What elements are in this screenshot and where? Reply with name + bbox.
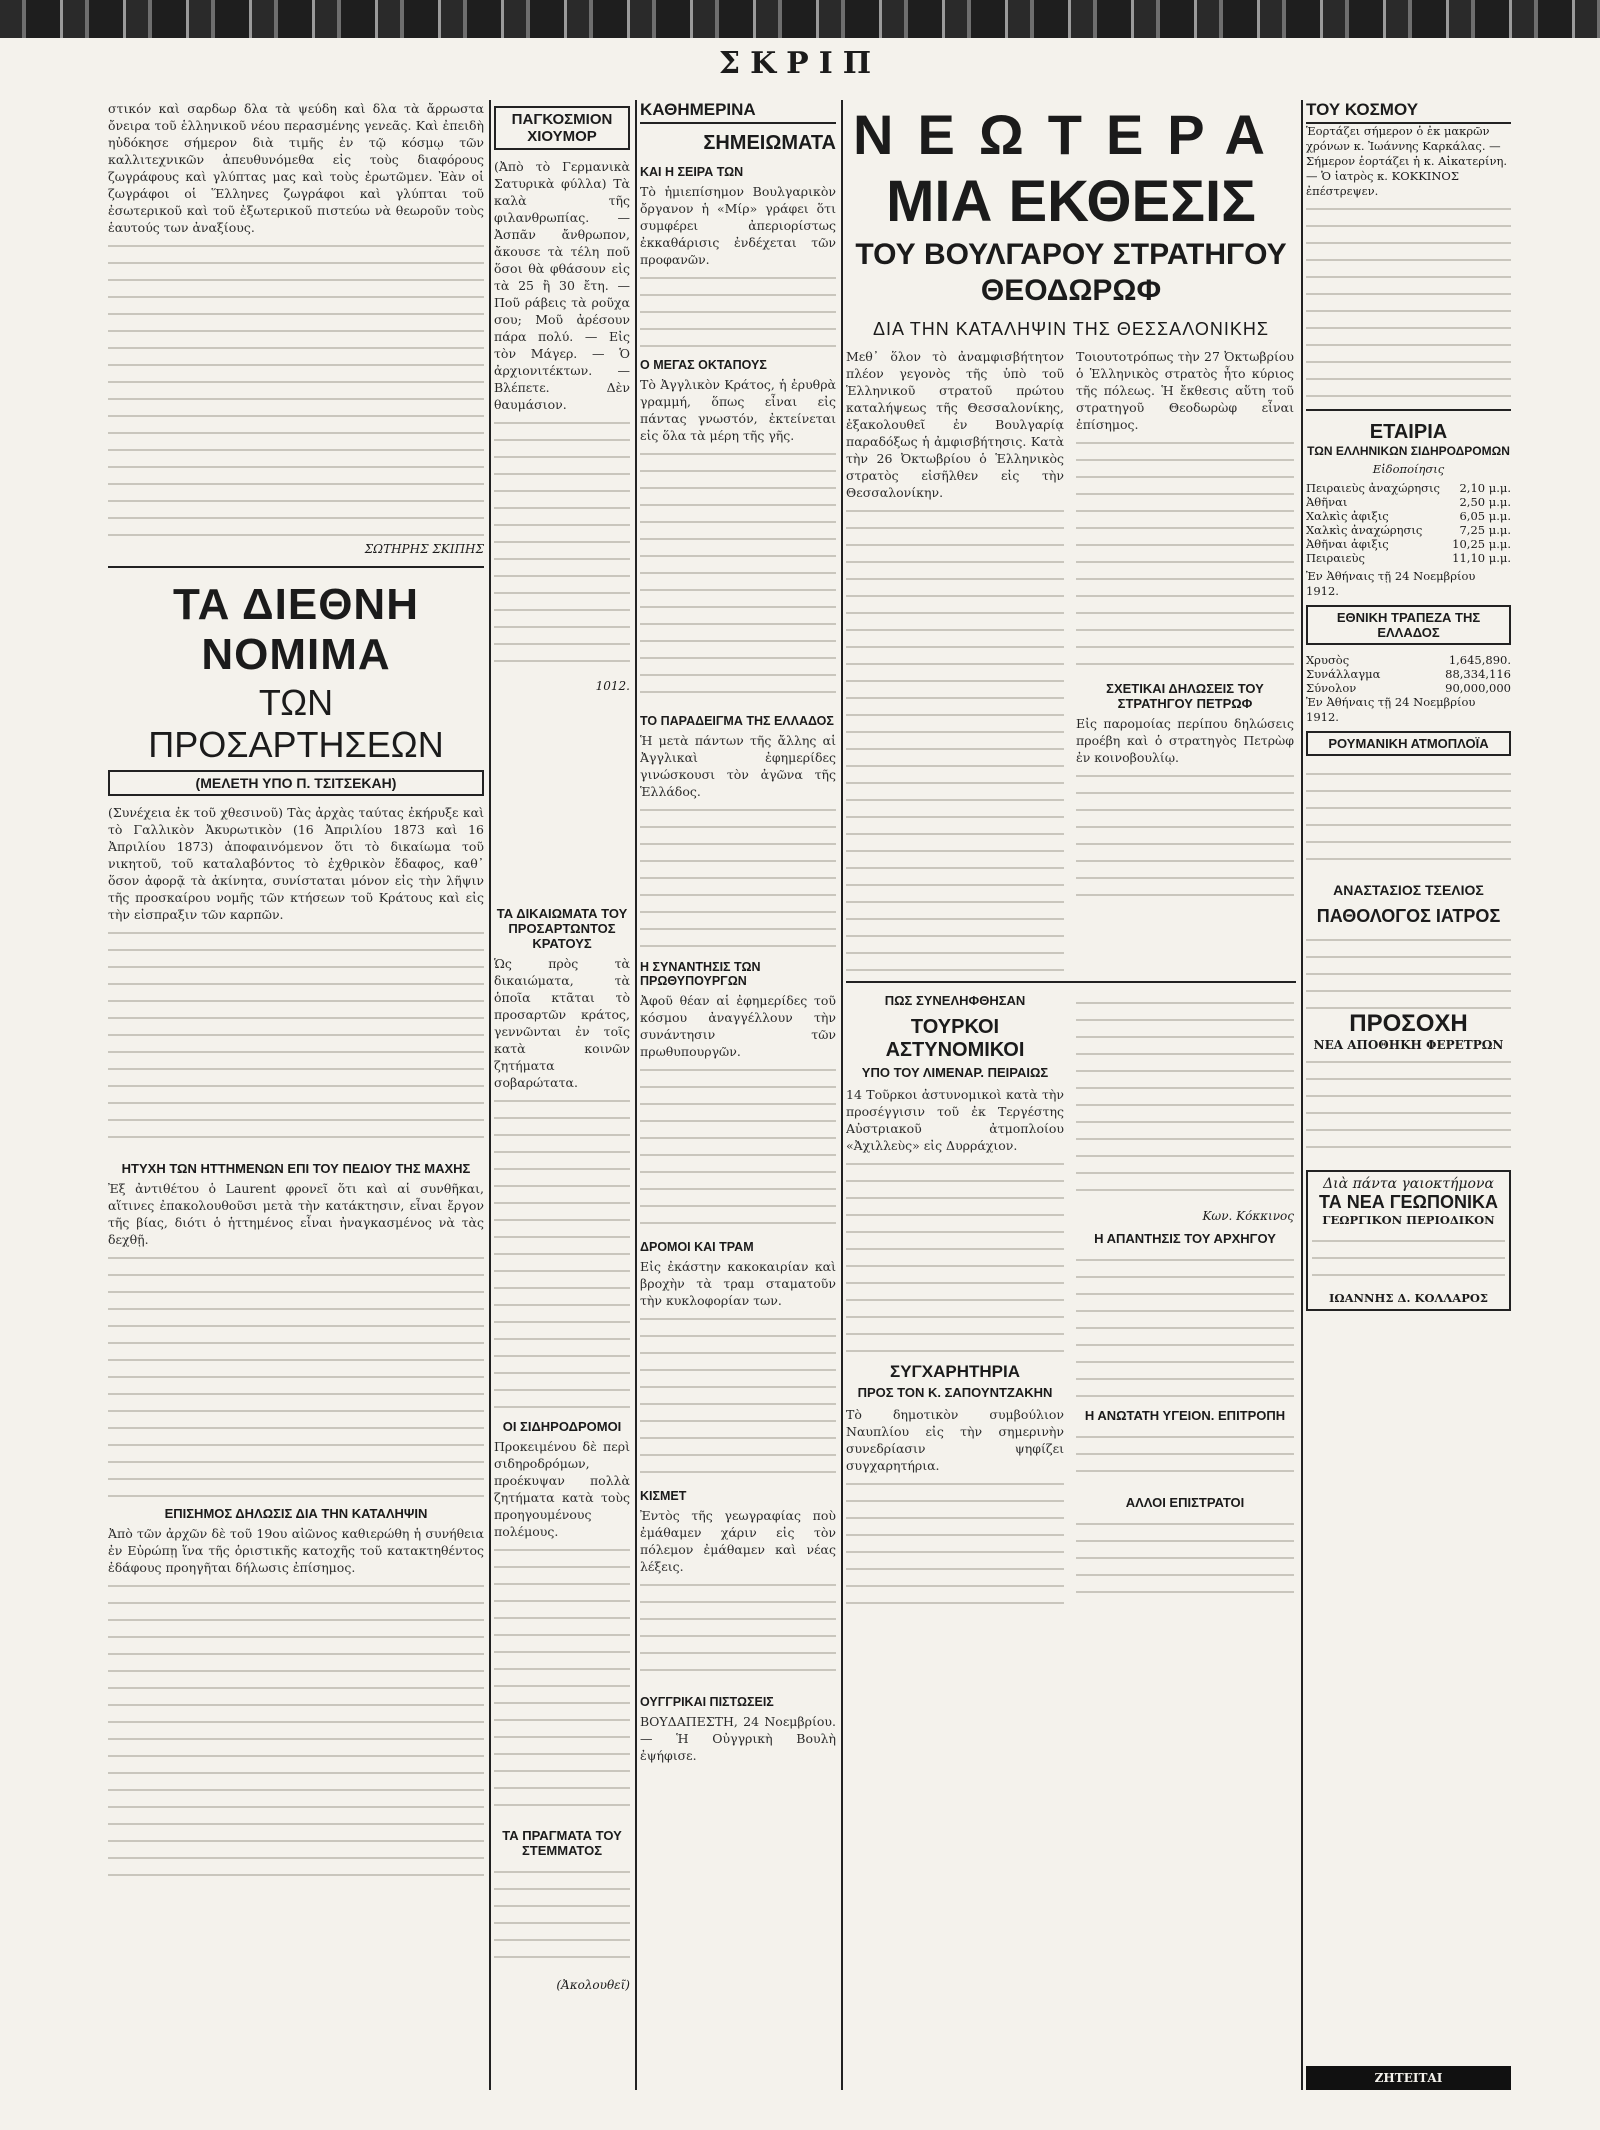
geoponika-pre: Διὰ πάντα γαιοκτήμονα [1323, 1176, 1494, 1192]
bank-row: Χρυσὸς 1,645,890. [1306, 653, 1511, 667]
rail-body: Προκειμένου δὲ περὶ σιδηροδρόμων, προέκυψαν πολλὰ ζητήματα κατὰ τοὺς προηγουμένους πολέμους. [494, 1439, 630, 1539]
column-rule [841, 100, 843, 2090]
note-heading: ΤΟ ΠΑΡΑΔΕΙΓΜΑ ΤΗΣ ΕΛΛΑΔΟΣ [640, 714, 834, 728]
reply-heading: Η ΑΠΑΝΤΗΣΙΣ ΤΟΥ ΑΡΧΗΓΟΥ [1094, 1231, 1276, 1246]
doctor-title: ΠΑΘΟΛΟΓΟΣ ΙΑΤΡΟΣ [1316, 906, 1501, 926]
humor-body: (Ἀπὸ τὸ Γερμανικὰ Σατυρικὰ φύλλα) Τὰ καλὰ τῆς φιλανθρωπίας. — Ἀσπᾶν ἄνθρωπον, ἄκουσε τὰ τέλη ποῦ ὅσοι θὰ φθάσουν εἰς τὰ 25 ἢ 30 ἔτη. — Ποῦ ράβεις τὰ ροῦχα σου; Μοῦ ἀρέσουν πάρα πολύ. — Εἰς τὸν Μάγερ. — Ὁ ἀρχιονιτέκτων. — Βλέπετε. Δὲν θαυμάσιον. [494, 159, 630, 412]
congrats-filler [846, 1474, 1064, 1614]
bank-row: Συνάλλαγμα 88,334,116 [1306, 667, 1511, 681]
notice-label: Εἰδοποίησις [1372, 462, 1445, 476]
petrof-body: Εἰς παρομοίας περίπου δηλώσεις προέβη καὶ ὁ στρατηγὸς Πετρὼφ ἐν κοινοβουλίῳ. [1076, 716, 1294, 765]
timetable-row: Πειραιεὺς 11,10 μ.μ. [1306, 551, 1511, 565]
ekthesis-subheadline: ΤΟΥ ΒΟΥΛΓΑΡΟΥ ΣΤΡΑΤΗΓΟΥ ΘΕΟΔΩΡΩΦ [855, 238, 1287, 307]
geoponika-title: ΤΑ ΝΕΑ ΓΕΩΠΟΝΙΚΑ [1319, 1192, 1498, 1212]
ekthesis-topic: ΔΙΑ ΤΗΝ ΚΑΤΑΛΗΨΙΝ ΤΗΣ ΘΕΣΣΑΛΟΝΙΚΗΣ [873, 319, 1269, 339]
note-heading: ΟΥΓΓΡΙΚΑΙ ΠΙΣΤΩΣΕΙΣ [640, 1695, 774, 1709]
rail-filler [494, 1540, 630, 1820]
doctor-filler [1306, 930, 1511, 1010]
ekthesis-filler [846, 501, 1064, 971]
top-scan-band [0, 0, 1600, 38]
ekthesis-body-right: Τοιουτοτρόπως τὴν 27 Ὀκτωβρίου ὁ Ἑλληνικὸς στρατὸς ἦτο κύριος τῆς πόλεως. Ἡ ἔκθεσις αὕτη τοῦ στρατηγοῦ Θεοδωρὼφ εἶναι ἐπίσημος. [1076, 349, 1294, 432]
timetable-row: Πειραιεὺς ἀναχώρησις 2,10 μ.μ. [1306, 481, 1511, 495]
petrof-filler [1076, 766, 1294, 906]
geoponika-ad [1306, 1170, 1511, 1311]
bank-row: Σύνολον 90,000,000 [1306, 681, 1511, 695]
section-head: ΕΠΙΣΗΜΟΣ ΔΗΛΩΣΙΣ ΔΙΑ ΤΗΝ ΚΑΤΑΛΗΨΙΝ [164, 1506, 428, 1521]
continued-note: (Ἀκολουθεῖ) [556, 1978, 630, 1992]
note-heading: ΚΙΣΜΕΤ [640, 1489, 687, 1503]
section-body: Ἀπὸ τῶν ἀρχῶν δὲ τοῦ 19ου αἰῶνος καθιερώθη ἡ συνήθεια ἐν Εὐρώπῃ ἵνα τῆς ὁριστικῆς κατοχῆς τοῦ κατακτηθέντος ἐδάφους προηγῆται δήλωσις ἐπίσημος. [108, 1526, 484, 1575]
note-filler [640, 1060, 836, 1230]
congrats-headline: ΣΥΓΧΑΡΗΤΗΡΙΑ [890, 1362, 1020, 1381]
column-rule [1301, 100, 1303, 2090]
note-heading: ΔΡΟΜΟΙ ΚΑΙ ΤΡΑΜ [640, 1240, 754, 1254]
arrest-sub: ΥΠΟ ΤΟΥ ΛΙΜΕΝΑΡ. ΠΕΙΡΑΙΩΣ [861, 1065, 1049, 1080]
health-heading: Η ΑΝΩΤΑΤΗ ΥΓΕΙΟΝ. ΕΠΙΤΡΟΠΗ [1084, 1408, 1286, 1423]
bank-table [1306, 653, 1511, 695]
society-body: Ἑορτάζει σήμερον ὁ ἐκ μακρῶν χρόνων κ. Ἰωάννης Καρκάλας. — Σήμερον ἑορτάζει ἡ κ. Αἰκατερίνη. — Ὁ ἰατρὸς κ. ΚΟΚΚΙΝΟΣ ἐπέστρεψεν. [1306, 124, 1508, 198]
attention-sub: ΝΕΑ ΑΠΟΘΗΚΗ ΦΕΡΕΤΡΩΝ [1313, 1038, 1504, 1052]
note-body: Ἐντὸς τῆς γεωγραφίας ποὺ ἐμάθαμεν χάριν εἰς τὸν πόλεμον ἐμάθαμεν καὶ νέας λέξεις. [640, 1508, 836, 1574]
recruits-filler [1076, 1514, 1294, 1604]
note-body: Εἰς ἐκάστην κακοκαιρίαν καὶ βροχὴν τὰ τραμ σταματοῦν τὴν κυκλοφορίαν των. [640, 1259, 836, 1308]
column-rule [489, 100, 491, 2090]
kosmou-heading: ΤΟΥ ΚΟΣΜΟΥ [1306, 100, 1511, 124]
note-body: ΒΟΥΔΑΠΕΣΤΗ, 24 Νοεμβρίου. — Ἡ Οὐγγρικὴ Βουλὴ ἐψήφισε. [640, 1714, 836, 1763]
arrest-filler [846, 1154, 1064, 1354]
headline-nomima: ΤΑ ΔΙΕΘΝΗ ΝΟΜΙΜΑ [173, 580, 419, 679]
column-1 [108, 100, 484, 2090]
attention-heading: ΠΡΟΣΟΧΗ [1349, 1010, 1468, 1037]
petrof-heading: ΣΧΕΤΙΚΑΙ ΔΗΛΩΣΕΙΣ ΤΟΥ ΣΤΡΑΤΗΓΟΥ ΠΕΤΡΩΦ [1106, 681, 1264, 711]
note-body: Τὸ Ἀγγλικὸν Κράτος, ἡ ἐρυθρὰ γραμμή, ὅπως εἶναι εἰς πάντας γνωστόν, ἐκτείνεται εἰς ὅλα τὰ μέρη τῆς γῆς. [640, 377, 836, 443]
congrats-sub: ΠΡΟΣ ΤΟΝ Κ. ΣΑΠΟΥΝΤΖΑΚΗΝ [857, 1385, 1053, 1400]
section-head: ΗΤΥΧΗ ΤΩΝ ΗΤΤΗΜΕΝΩΝ ΕΠΙ ΤΟΥ ΠΕΔΙΟΥ ΤΗΣ ΜΑΧΗΣ [121, 1161, 471, 1176]
arrest-kicker: ΠΩΣ ΣΥΝΕΛΗΦΘΗΣΑΝ [884, 993, 1026, 1008]
headline-prosartiseon: ΤΩΝ ΠΡΟΣΑΡΤΗΣΕΩΝ [148, 682, 444, 765]
arrest-headline: ΤΟΥΡΚΟΙ ΑΣΤΥΝΟΜΙΚΟΙ [885, 1016, 1025, 1061]
intro-text: στικόν καὶ σαρδωρ δλα τὰ ψεύδη καὶ δλα τὰ ἄρρωστα ὄνειρα τοῦ ἑλληνικοῦ νέου περασμένης γενεᾶς. Καὶ ἐπειδὴ ηὐδόκησε σήμερον διὰ τιμῆς ἐν τῷ κόσμῳ τῶν καλλιτεχνικῶν ἀπευθυνόμεθα εἰς τοὺς διαφόρους ζωγράφους καὶ γλύπτας μας καὶ τοὺς ἐρωτῶμεν. Ἐὰν οἱ ζωγράφοι οἱ Ἕλληνες ζωγράφοι καὶ γλύπται τοῦ ἐσωτερικοῦ καὶ τοῦ ἐξωτερικοῦ πιστεύω νὰ θεωροῦν τοὺς ἑαυτούς των ἀναξίους. [108, 101, 484, 235]
congrats-body: Τὸ δημοτικὸν συμβούλιον Ναυπλίου εἰς τὴν σημερινὴν συνεδρίασιν ψηφίζει συγχαρητήρια. [846, 1407, 1064, 1473]
reply-filler [1076, 1250, 1294, 1400]
note-heading: Η ΣΥΝΑΝΤΗΣΙΣ ΤΩΝ ΠΡΩΘΥΠΟΥΡΓΩΝ [640, 960, 761, 988]
timetable-row: Ἀθῆναι 2,50 μ.μ. [1306, 495, 1511, 509]
author-signature: ΣΩΤΗΡΗΣ ΣΚΙΠΗΣ [364, 542, 484, 556]
humor-foot: 1012. [595, 679, 630, 693]
timetable [1306, 481, 1511, 565]
section-filler [108, 1248, 484, 1498]
nomima-filler [108, 923, 484, 1153]
section-filler [108, 1576, 484, 1876]
simeiomata-heading: ΣΗΜΕΙΩΜΑΤΑ [703, 132, 836, 154]
timetable-row: Χαλκὶς ἀναχώρησις 7,25 μ.μ. [1306, 523, 1511, 537]
note-body: Ἀφοῦ θέαν αἱ ἐφημερίδες τοῦ κόσμου ἀναγγέλλουν τὴν συνάντησιν τῶν πρωθυπουργῶν. [640, 993, 836, 1059]
geoponika-director: ΙΩΑΝΝΗΣ Δ. ΚΟΛΛΑΡΟΣ [1328, 1291, 1489, 1305]
date-line: Ἐν Ἀθήναις τῇ 24 Νοεμβρίου 1912. [1306, 569, 1476, 598]
column-rule [635, 100, 637, 2090]
masthead: ΣΚΡΙΠ [718, 46, 882, 81]
geoponika-sub: ΓΕΩΡΓΙΚΟΝ ΠΕΡΙΟΔΙΚΟΝ [1322, 1213, 1495, 1227]
column-4 [846, 100, 1296, 2090]
intro-text-filler [108, 236, 484, 536]
note-filler [640, 444, 836, 704]
company-heading: ΕΤΑΙΡΙΑ [1369, 421, 1448, 443]
timetable-row: Ἀθῆναι ἀφιξις 10,25 μ.μ. [1306, 537, 1511, 551]
note-body: Τὸ ἡμιεπίσημον Βουλγαρικὸν ὄργανον ἡ «Μίρ» γράφει ὅτι συμφέρει ἀπεριορίστως ἐκκαθάρισις ἐνδέχεται τῶν προφανῶν. [640, 184, 836, 267]
note-filler [640, 1575, 836, 1685]
continued-filler [1076, 993, 1294, 1203]
rights-heading: ΤΑ ΔΙΚΑΙΩΜΑΤΑ ΤΟΥ ΠΡΟΣΑΡΤΩΝΤΟΣ ΚΡΑΤΟΥΣ [496, 906, 628, 951]
column-5 [1306, 100, 1511, 2090]
recruits-heading: ΑΛΛΟΙ ΕΠΙΣΤΡΑΤΟΙ [1125, 1495, 1245, 1510]
ekthesis-body: Μεθ᾽ ὅλον τὸ ἀναμφισβήτητον πλέον γεγονὸς τῆς ὑπὸ τοῦ Ἑλληνικοῦ στρατοῦ πρώτου καταλήψεως τῆς Θεσσαλονίκης, ἐξακολουθεῖ ἐν Βουλγαρίᾳ παραδόξως ἡ ἀμφισβήτησις. Κατὰ τὴν 26 Ὀκτωβρίου ὁ Ἑλληνικὸς στρατὸς εἰσῆλθεν εἰς τὴν Θεσσαλονίκην. [846, 349, 1064, 500]
bank-heading: ΕΘΝΙΚΗ ΤΡΑΠΕΖΑ ΤΗΣ ΕΛΛΑΔΟΣ [1306, 605, 1511, 645]
rail-heading: ΟΙ ΣΙΔΗΡΟΔΡΟΜΟΙ [502, 1419, 622, 1434]
struct-filler [494, 1862, 630, 1972]
ekthesis-headline: ΜΙΑ ΕΚΘΕΣΙΣ [886, 169, 1256, 234]
rights-filler [494, 1091, 630, 1411]
humor-filler [494, 413, 630, 673]
column-2 [494, 100, 630, 2090]
timetable-row: Χαλκὶς ἀφιξις 6,05 μ.μ. [1306, 509, 1511, 523]
note-heading: Ο ΜΕΓΑΣ ΟΚΤΑΠΟΥΣ [640, 358, 767, 372]
romanian-shipping-heading: ΡΟΥΜΑΝΙΚΗ ΑΤΜΟΠΛΟΪΑ [1306, 731, 1511, 756]
railway-heading: ΤΩΝ ΕΛΛΗΝΙΚΩΝ ΣΙΔΗΡΟΔΡΟΜΩΝ [1307, 444, 1510, 458]
note-heading: ΚΑΙ Η ΣΕΙΡΑ ΤΩΝ [640, 165, 744, 179]
shipping-filler [1306, 764, 1511, 874]
note-body: Ἡ μετὰ πάντων τῆς ἄλλης αἱ Ἀγγλικαὶ ἐφημερίδες γινώσκουσι τὸν ἀγῶνα τῆς Ἑλλάδος. [640, 733, 836, 799]
arrest-body: 14 Τοῦρκοι ἀστυνομικοὶ κατὰ τὴν προσέγγισιν τοῦ ἐκ Τεργέστης Αὐστριακοῦ ἀτμοπλοίου «Ἀχιλλεὺς» εἰς Δυρράχιον. [846, 1087, 1064, 1153]
ekthesis-filler [1076, 433, 1294, 673]
attention-filler [1306, 1052, 1511, 1162]
date-line: Ἐν Ἀθήναις τῇ 24 Νοεμβρίου 1912. [1306, 695, 1476, 724]
note-filler [640, 800, 836, 950]
struct-heading: ΤΑ ΠΡΑΓΜΑΤΑ ΤΟΥ ΣΤΕΜΜΑΤΟΣ [502, 1828, 622, 1858]
section-body: Ἐξ ἀντιθέτου ὁ Laurent φρονεῖ ὅτι καὶ αἱ συνθῆκαι, αἵτινες ἐπακολουθοῦσι μετὰ τὴν κατάκτησιν, εἶναι ἔργον τῆς βίας, διότι ὁ ἡττημένος εἶναι ἠναγκασμένος νὰ τὰς δεχθῇ. [108, 1181, 484, 1247]
society-filler [1306, 199, 1511, 399]
rights-body: Ὡς πρὸς τὰ δικαιώματα, τὰ ὁποῖα κτᾶται τὸ προσαρτῶν κράτος, γεννῶνται ἐν τοῖς κατὰ κοινῶν ζητήματα σοβαρώτατα. [494, 956, 630, 1090]
nomima-body: (Συνέχεια ἐκ τοῦ χθεσινοῦ) Τὰς ἀρχὰς ταύτας ἐκήρυξε καὶ τὸ Γαλλικὸν Ἀκυρωτικὸν (16 Ἀπριλίου 1873 καὶ 16 Ἀπριλίου 1873) ἀποφαινόμενον ὅτι τὸ δικαίωμα τοῦ νικητοῦ, τοῦ καταλαβόντος τὸ ἐχθρικὸν ἔδαφος, καθ᾽ ὅσον ἀφορᾷ τὰ ἀκίνητα, συνίσταται μόνον εἰς τὴν λῆψιν τῆς προσκαίρου νομῆς τῶν κτήσεων τοῦ Κράτους καὶ εἰς τὴν εἰσπραξιν τῶν καρπῶν. [108, 805, 484, 922]
study-byline: (ΜΕΛΕΤΗ ΥΠΟ Π. ΤΣΙΤΣΕΚΑΗ) [108, 770, 484, 796]
health-filler [1076, 1427, 1294, 1487]
note-filler [640, 1309, 836, 1479]
neotera-heading: ΝΕΩΤΕΡΑ [853, 103, 1289, 166]
column-3 [640, 100, 836, 2090]
geoponika-filler [1312, 1231, 1505, 1291]
note-filler [640, 268, 836, 348]
signature: Κων. Κόκκινος [1202, 1209, 1294, 1223]
kathimerina-heading: ΚΑΘΗΜΕΡΙΝΑ [640, 100, 836, 124]
humor-heading: ΠΑΓΚΟΣΜΙΟΝ ΧΙΟΥΜΟΡ [494, 106, 630, 150]
doctor-name: ΑΝΑΣΤΑΣΙΟΣ ΤΣΕΛΙΟΣ [1333, 882, 1484, 898]
bottom-ad-band: ΖΗΤΕΙΤΑΙ [1306, 2066, 1511, 2090]
